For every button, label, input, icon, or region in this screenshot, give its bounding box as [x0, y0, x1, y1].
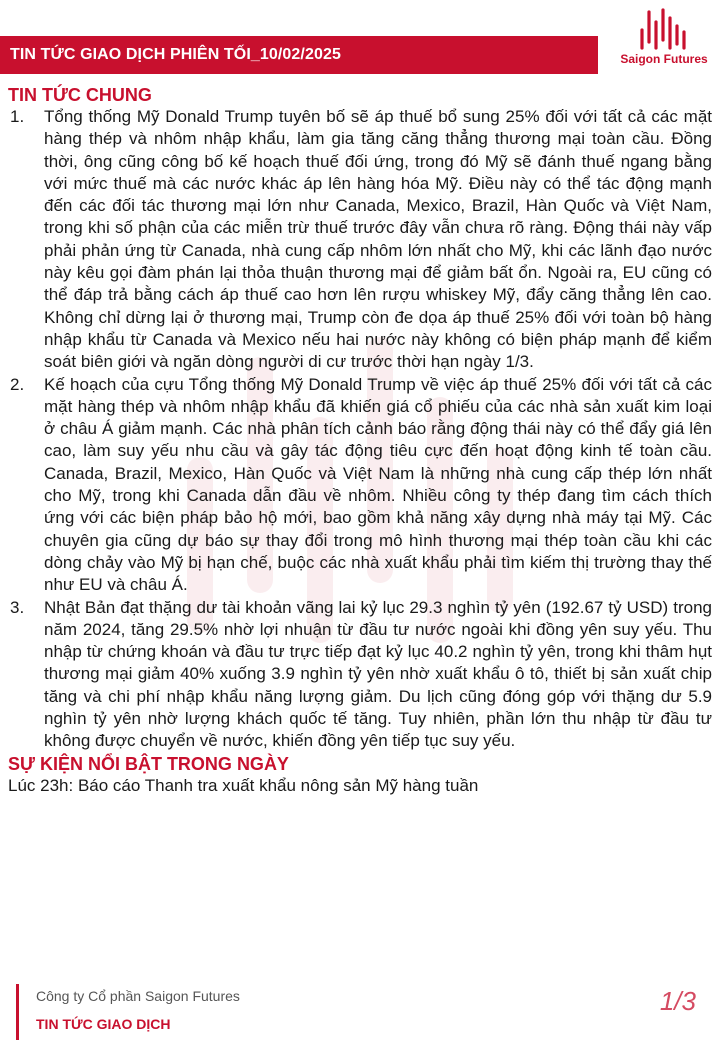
news-item-number: 1.: [10, 107, 25, 126]
footer-accent-bar: [16, 984, 19, 1040]
main-content: [8, 84, 712, 797]
news-list: [8, 106, 712, 753]
news-item-number: 2.: [10, 374, 25, 394]
brand-name: Saigon Futures: [620, 52, 708, 66]
brand-logo: [608, 6, 720, 70]
news-item-text: Tổng thống Mỹ Donald Trump tuyên bố sẽ áp thuế bổ sung 25% đối với tất cả các mặt hàng thép và nhôm nhập khẩu, làm gia tăng căng thẳng thương mại toàn cầu. Đồng thời, ông cũng công bố kế hoạch thuế đối ứng, trong đó Mỹ sẽ đánh thuế ngang bằng với mức thuế mà các nước khác áp lên hàng hóa Mỹ. Điều này có thể tác động mạnh đến các đối tác thương mại lớn như Canada, Mexico, Brazil, Hàn Quốc và Việt Nam, trong khi số phận của các miễn trừ thuế trước đây vẫn chưa rõ ràng. Động thái này vấp phải phản ứng từ Canada, nhà cung cấp nhôm lớn nhất cho Mỹ, khi các lãnh đạo nước này kêu gọi đàm phán lại thỏa thuận thương mại để giảm bất ổn. Ngoài ra, EU cũng có thể đáp trả bằng cách áp thuế cao hơn lên rượu whiskey Mỹ, đẩy căng thẳng lên cao. Không chỉ dừng lại ở thương mại, Trump còn đe dọa áp thuế 25% đối với toàn bộ hàng nhập khẩu từ Canada và Mexico nếu hai nước này không có biện pháp mạnh để kiểm soát biên giới và ngăn dòng người di cư trước thời hạn ngày 1/3.: [44, 107, 712, 372]
news-item-text: Nhật Bản đạt thặng dư tài khoản vãng lai kỷ lục 29.3 nghìn tỷ yên (192.67 tỷ USD) trong năm 2024, tăng 29.5% nhờ lợi nhuận từ đầu tư nước ngoài khi đồng yên suy yếu. Thu nhập từ chứng khoán và đầu tư trực tiếp đạt kỷ lục 40.2 nghìn tỷ yên, trong khi thâm hụt thương mại giảm 40% xuống 3.9 nghìn tỷ yên nhờ xuất khẩu ô tô, thiết bị sản xuất chip tăng và chi phí nhập khẩu năng lượng giảm. Du lịch cũng đóng góp với thặng dư 5.9 nghìn tỷ yên nhờ lượng khách quốc tế tăng. Tuy nhiên, phần lớn thu nhập từ đầu tư không được chuyển về nước, khiến đồng yên tiếp tục suy yếu.: [44, 597, 712, 751]
news-item: [8, 374, 712, 597]
header-bar: [0, 36, 598, 74]
event-line: Lúc 23h: Báo cáo Thanh tra xuất khẩu nông sản Mỹ hàng tuần: [8, 775, 479, 795]
footer-company: Công ty Cổ phần Saigon Futures: [36, 988, 240, 1004]
logo-bars-icon: [608, 6, 720, 52]
page-title: TIN TỨC GIAO DỊCH PHIÊN TỐI_10/02/2025: [10, 46, 341, 63]
news-item-number: 3.: [10, 597, 25, 617]
news-item: [8, 597, 712, 753]
footer-label: TIN TỨC GIAO DỊCH: [36, 1016, 171, 1032]
events-title: SỰ KIỆN NỔI BẬT TRONG NGÀY: [8, 753, 289, 774]
news-item: [8, 106, 712, 374]
news-item-text: Kế hoạch của cựu Tổng thống Mỹ Donald Trump về việc áp thuế 25% đối với tất cả các mặt hàng thép và nhôm nhập khẩu đã khiến giá cổ phiếu của các nhà sản xuất kim loại ở châu Á giảm mạnh. Các nhà phân tích cảnh báo rằng động thái này có thể đẩy giá lên cao, làm suy yếu nhu cầu và gây tác động tiêu cực đến hoạt động kinh tế toàn cầu. Canada, Brazil, Mexico, Hàn Quốc và Việt Nam là những nhà cung cấp thép lớn nhất cho Mỹ, trong khi Canada dẫn đầu về nhôm. Nhiều công ty thép đang tìm cách thích ứng với các biện pháp bảo hộ mới, bao gồm khả năng xây dựng nhà máy tại Mỹ. Các chuyên gia cũng dự báo sự thay đổi trong mô hình thương mại thép toàn cầu khi các dòng chảy vào Mỹ bị hạn chế, buộc các nhà xuất khẩu phải tìm kiếm thị trường thay thế như EU và châu Á.: [44, 374, 712, 595]
page-number: 1/3: [659, 986, 696, 1016]
general-news-title: TIN TỨC CHUNG: [8, 85, 152, 105]
